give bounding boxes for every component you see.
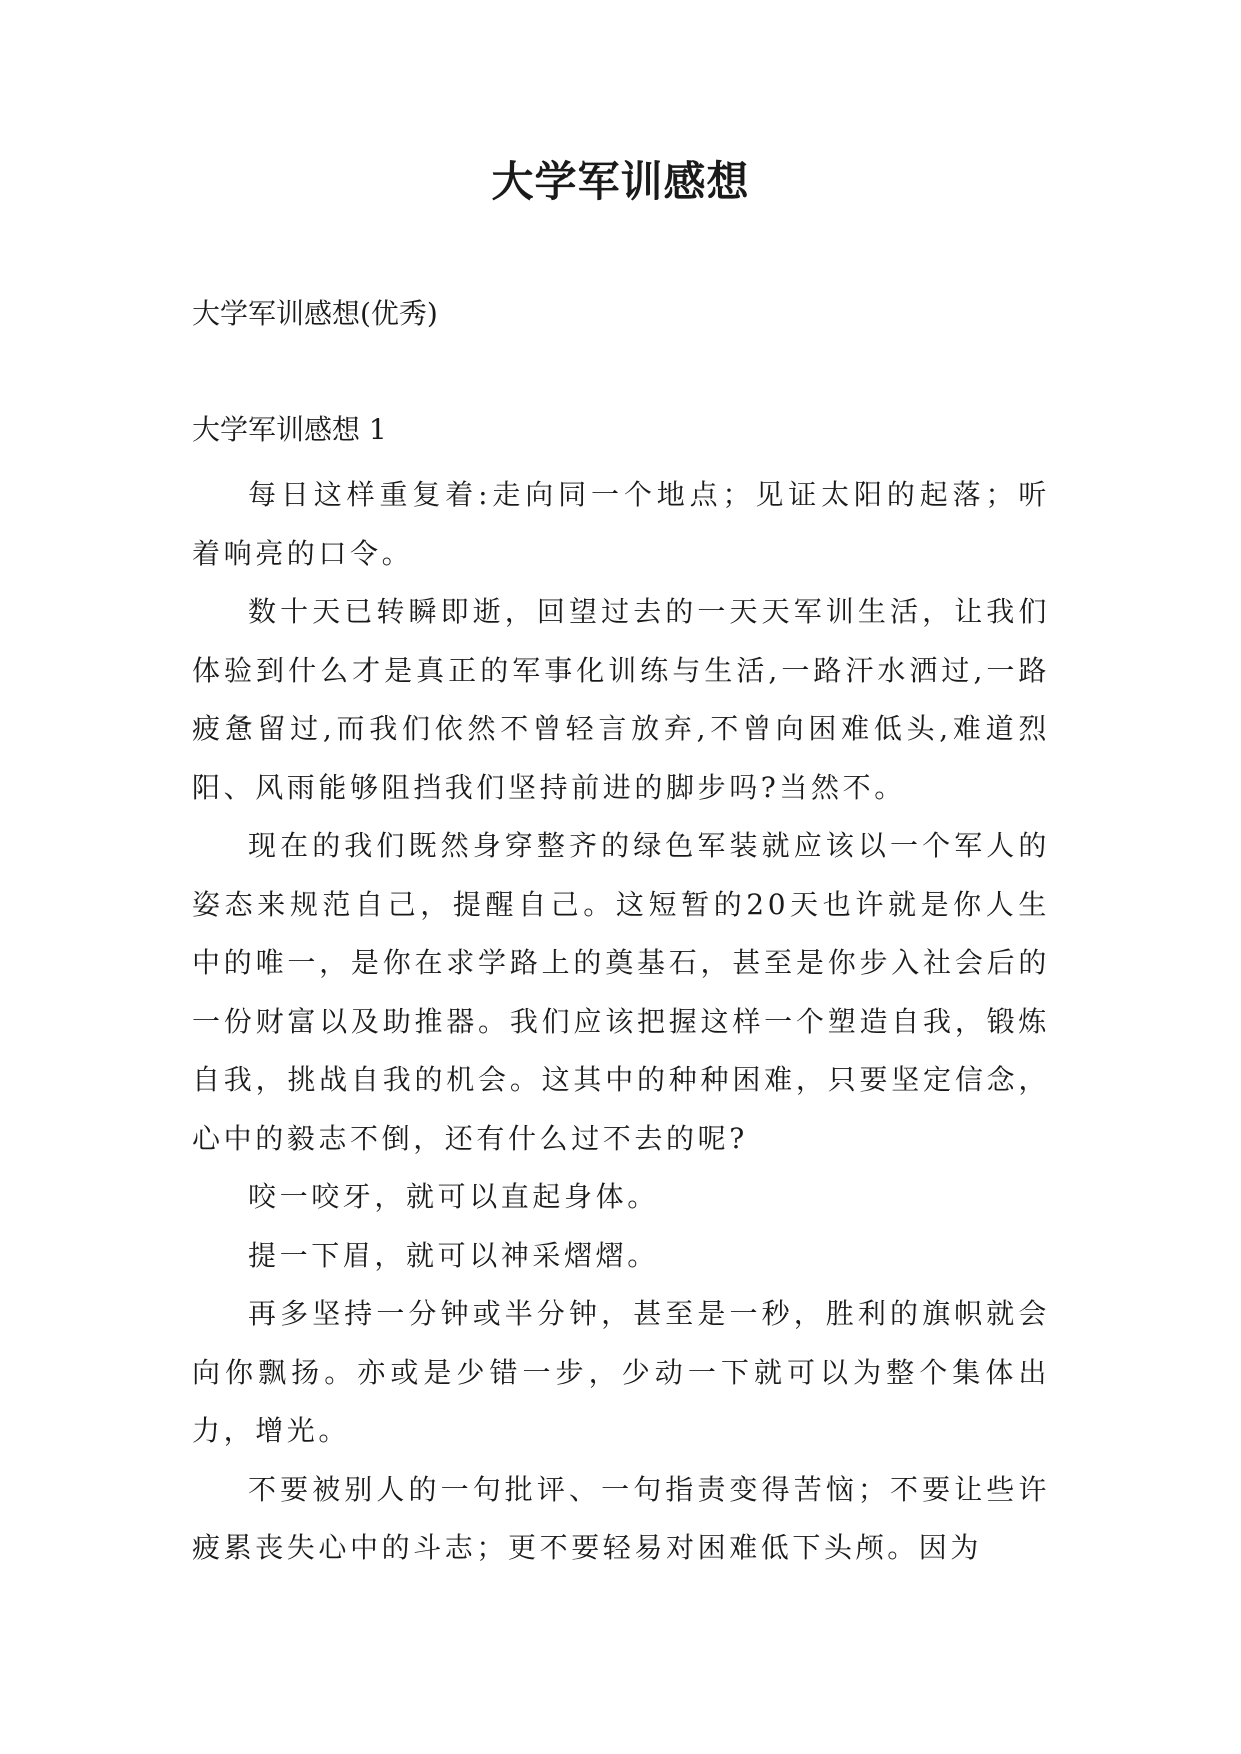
document-title: 大学军训感想: [491, 157, 750, 206]
paragraph: 咬一咬牙，就可以直起身体。: [248, 1180, 659, 1213]
paragraph: 不要被别人的一句批评、一句指责变得苦恼；不要让些许疲累丧失心中的斗志；更不要轻易对困难低下头颅。因为: [192, 1472, 1050, 1564]
paragraph: 再多坚持一分钟或半分钟，甚至是一秒，胜利的旗帜就会向你飘扬。亦或是少错一步，少动一下就可以为整个集体出力，增光。: [192, 1297, 1050, 1447]
document-body: [192, 466, 1050, 1578]
section-heading: 大学军训感想 1: [192, 413, 387, 446]
paragraph: 提一下眉，就可以神采熠熠。: [248, 1238, 659, 1272]
paragraph: 数十天已转瞬即逝，回望过去的一天天军训生活，让我们体验到什么才是真正的军事化训练与生活,一路汗水洒过,一路疲惫留过,而我们依然不曾轻言放弃,不曾向困难低头,难道烈阳、风雨能够阻挡我们坚持前进的脚步吗?当然不。: [192, 595, 1050, 804]
paragraph: 现在的我们既然身穿整齐的绿色军装就应该以一个军人的姿态来规范自己，提醒自己。这短暂的20天也许就是你人生中的唯一，是你在求学路上的奠基石，甚至是你步入社会后的一份财富以及助推器。我们应该把握这样一个塑造自我，锻炼自我，挑战自我的机会。这其中的种种困难，只要坚定信念，心中的毅志不倒，还有什么过不去的呢?: [192, 829, 1050, 1155]
paragraph: 每日这样重复着:走向同一个地点；见证太阳的起落；听着响亮的口令。: [192, 478, 1050, 570]
document-subtitle: 大学军训感想(优秀): [192, 297, 438, 330]
